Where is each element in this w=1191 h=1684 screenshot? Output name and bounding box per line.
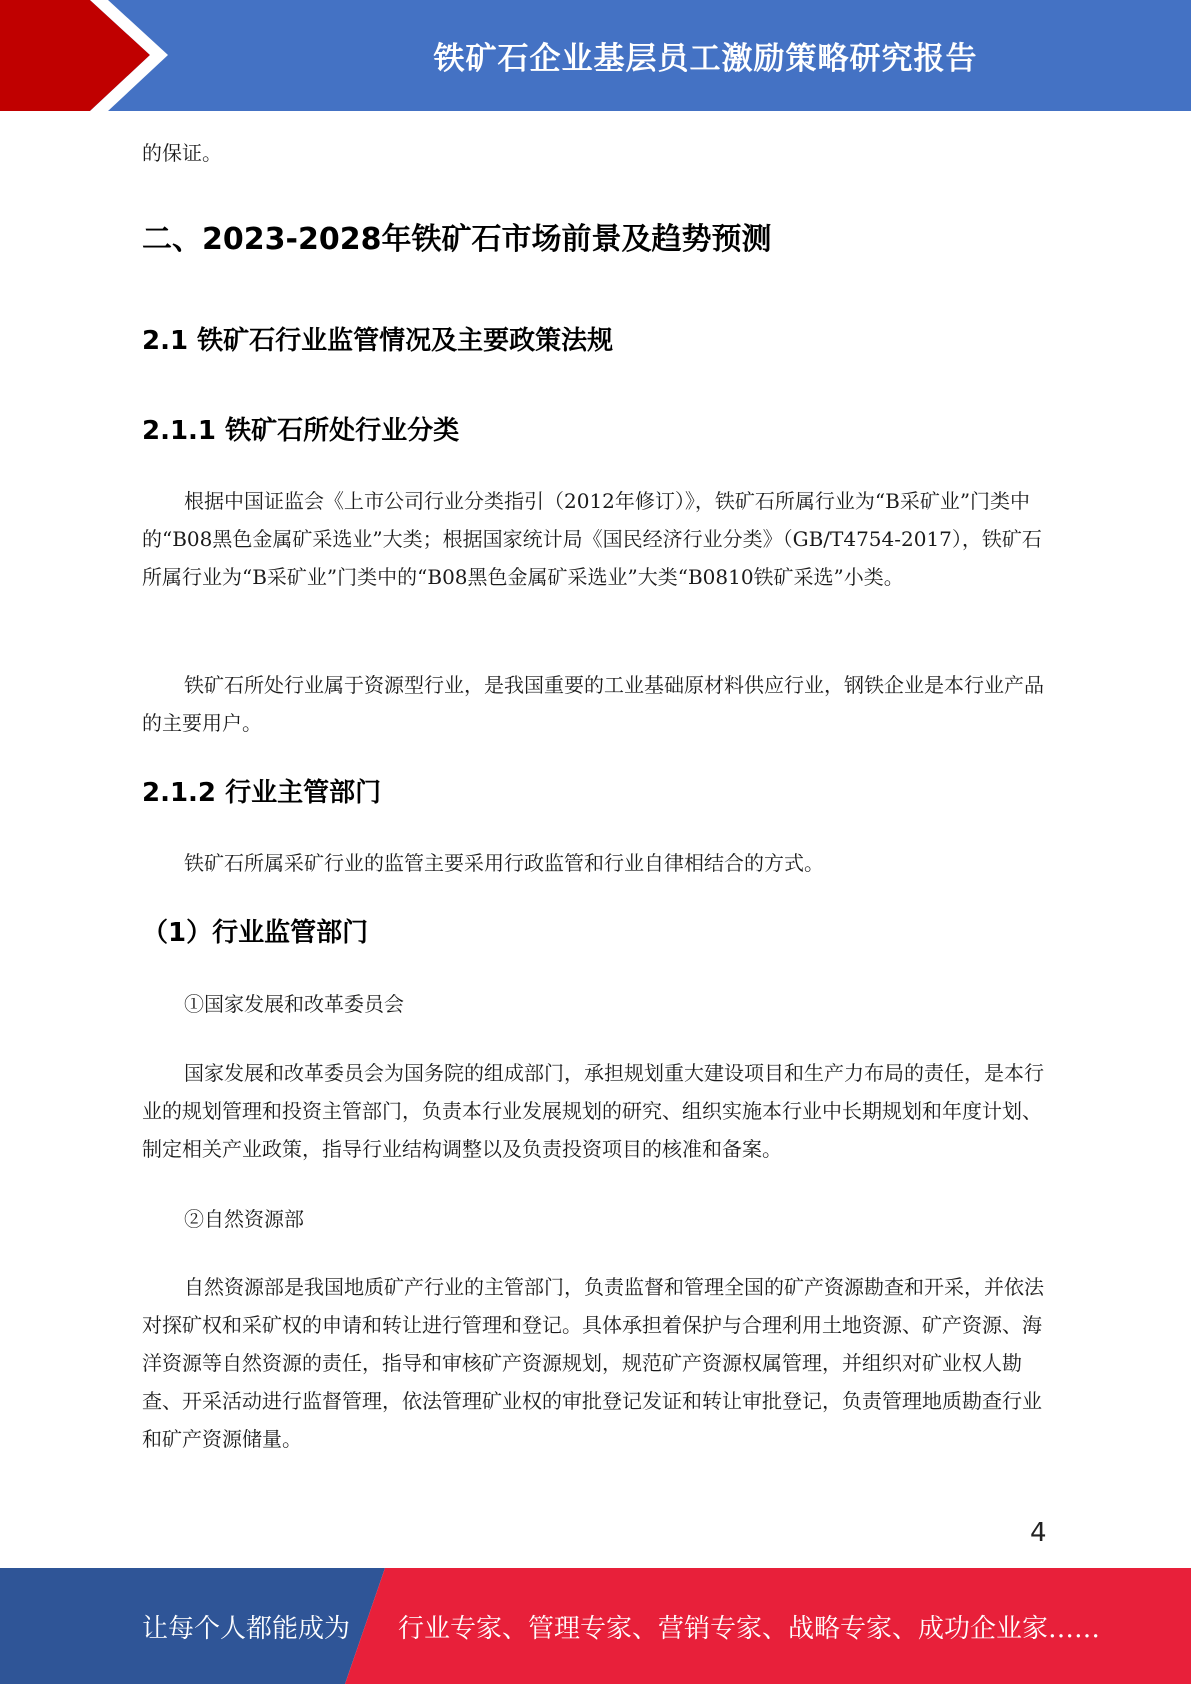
- footer-slogan-left: 让每个人都能成为: [142, 1613, 351, 1644]
- page-header: [0, 0, 1191, 111]
- paragraph-ndrc: 国家发展和改革委员会为国务院的组成部门，承担规划重大建设项目和生产力布局的责任，是本行业的规划管理和投资主管部门，负责本行业发展规划的研究、组织实施本行业中长期规划和年度计划、制定相关产业政策，指导行业结构调整以及负责投资项目的核准和备案。: [142, 1061, 1044, 1161]
- subsection-2-1-2-title: 2.1.2 行业主管部门: [142, 778, 382, 808]
- paragraph-industry-classification: 根据中国证监会《上市公司行业分类指引（2012年修订）》，铁矿石所属行业为“B采矿业”门类中的“B08黑色金属矿采选业”大类；根据国家统计局《国民经济行业分类》（GB/T4754-2017），铁矿石所属行业为“B采矿业”门类中的“B08黑色金属矿采选业”大类“B0810铁矿采选”小类。: [142, 489, 1042, 589]
- report-title: 铁矿石企业基层员工激励策略研究报告: [433, 41, 978, 77]
- page-footer: [0, 1568, 1191, 1684]
- paragraph-mnr: 自然资源部是我国地质矿产行业的主管部门，负责监督和管理全国的矿产资源勘查和开采，并依法对探矿权和采矿权的申请和转让进行管理和登记。具体承担着保护与合理利用土地资源、矿产资源、海洋资源等自然资源的责任，指导和审核矿产资源规划，规范矿产资源权属管理，并组织对矿业权人勘查、开采活动进行监督管理，依法管理矿业权的审批登记发证和转让审批登记，负责管理地质勘查行业和矿产资源储量。: [142, 1275, 1044, 1451]
- paragraph-regulation-mode: 铁矿石所属采矿行业的监管主要采用行政监管和行业自律相结合的方式。: [184, 851, 824, 875]
- page-number: 4: [1030, 1518, 1047, 1548]
- regulator-heading: （1）行业监管部门: [142, 918, 369, 948]
- continuation-text: 的保证。: [142, 141, 222, 165]
- section-title: 二、2023-2028年铁矿石市场前景及趋势预测: [142, 222, 772, 257]
- regulator-item-mnr: ②自然资源部: [184, 1207, 304, 1231]
- footer-slogan-right: 行业专家、管理专家、营销专家、战略专家、成功企业家……: [398, 1613, 1101, 1644]
- paragraph-industry-nature: 铁矿石所处行业属于资源型行业，是我国重要的工业基础原材料供应行业，钢铁企业是本行业产品的主要用户。: [142, 673, 1044, 735]
- regulator-item-ndrc: ①国家发展和改革委员会: [184, 992, 404, 1016]
- subsection-2-1-title: 2.1 铁矿石行业监管情况及主要政策法规: [142, 326, 614, 356]
- header-red-arrow: [0, 0, 150, 111]
- subsection-2-1-1-title: 2.1.1 铁矿石所处行业分类: [142, 416, 460, 446]
